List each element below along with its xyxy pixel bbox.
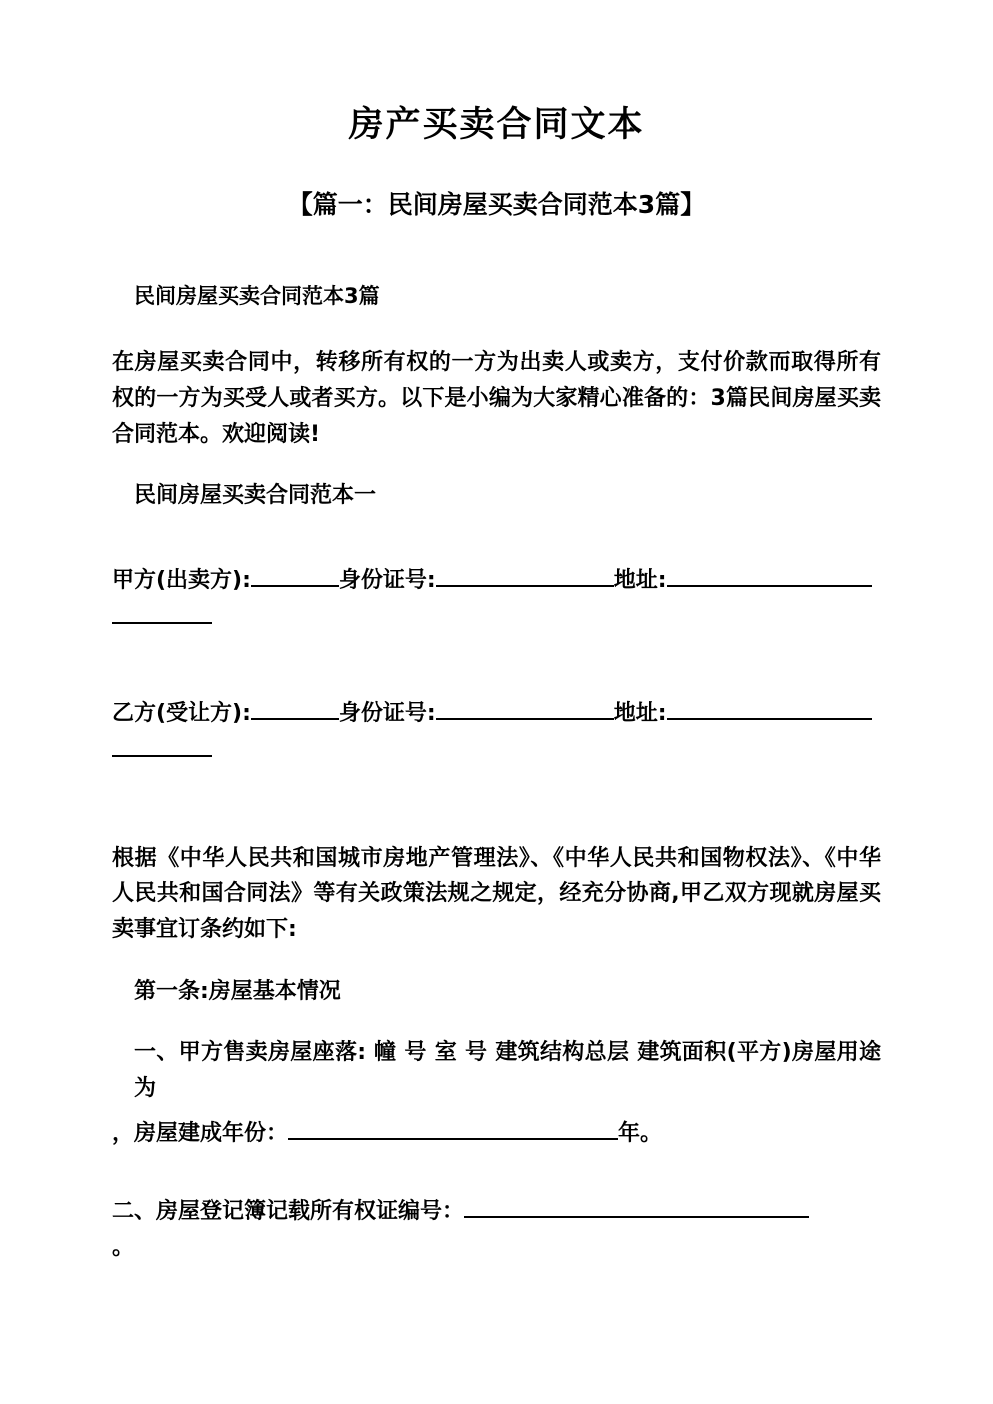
party-b-address-label: 地址: (613, 701, 667, 727)
party-a-address-blank-cont (112, 599, 212, 624)
item-one-line-2 (112, 1115, 881, 1152)
party-b-name-blank (251, 695, 339, 720)
item-two-line (112, 1193, 881, 1265)
party-b-line (112, 695, 881, 768)
party-b-address-blank (667, 695, 872, 720)
party-a-id-blank (436, 562, 614, 587)
party-b-address-blank-cont (112, 732, 212, 757)
item-one-year-suffix: 年。 (618, 1120, 663, 1146)
spacer (112, 540, 881, 562)
spacer (112, 661, 881, 695)
spacer (112, 1159, 881, 1193)
party-a-name-blank (251, 562, 339, 587)
document-subtitle: 【篇一：民间房屋买卖合同范本3篇】 (287, 190, 706, 219)
spacer (112, 795, 881, 841)
page-title: 房产买卖合同文本 (348, 105, 645, 145)
ownership-cert-blank (464, 1193, 809, 1218)
section-heading: 民间房屋买卖合同范本3篇 (134, 284, 380, 308)
party-a-address-label: 地址: (613, 567, 667, 593)
item-two-suffix: 。 (112, 1234, 135, 1260)
item-one-line-1: 一、甲方售卖房屋座落: 幢 号 室 号 建筑结构总层 建筑面积(平方)房屋用途为 (134, 1040, 881, 1101)
party-b-id-blank (436, 695, 614, 720)
party-a-address-blank (667, 562, 872, 587)
intro-paragraph: 在房屋买卖合同中，转移所有权的一方为出卖人或卖方，支付价款而取得所有权的一方为买受人或者买方。以下是小编为大家精心准备的：3篇民间房屋买卖合同范本。欢迎阅读! (112, 350, 881, 447)
party-a-id-label: 身份证号: (338, 567, 436, 593)
build-year-blank (288, 1115, 618, 1140)
party-b-id-label: 身份证号: (338, 701, 436, 727)
legal-basis-paragraph: 根据《中华人民共和国城市房地产管理法》、《中华人民共和国物权法》、《中华人民共和国合同法》等有关政策法规之规定，经充分协商,甲乙双方现就房屋买卖事宜订条约如下: (112, 845, 881, 943)
item-one-year-prefix: ，房屋建成年份： (112, 1120, 289, 1146)
party-a-line (112, 562, 881, 635)
party-a-label: 甲方(出卖方): (112, 567, 251, 593)
party-b-label: 乙方(受让方): (112, 701, 251, 727)
item-two-prefix: 二、房屋登记簿记载所有权证编号： (112, 1199, 465, 1225)
article-one-heading: 第一条:房屋基本情况 (134, 978, 341, 1004)
sample-heading: 民间房屋买卖合同范本一 (134, 483, 377, 509)
